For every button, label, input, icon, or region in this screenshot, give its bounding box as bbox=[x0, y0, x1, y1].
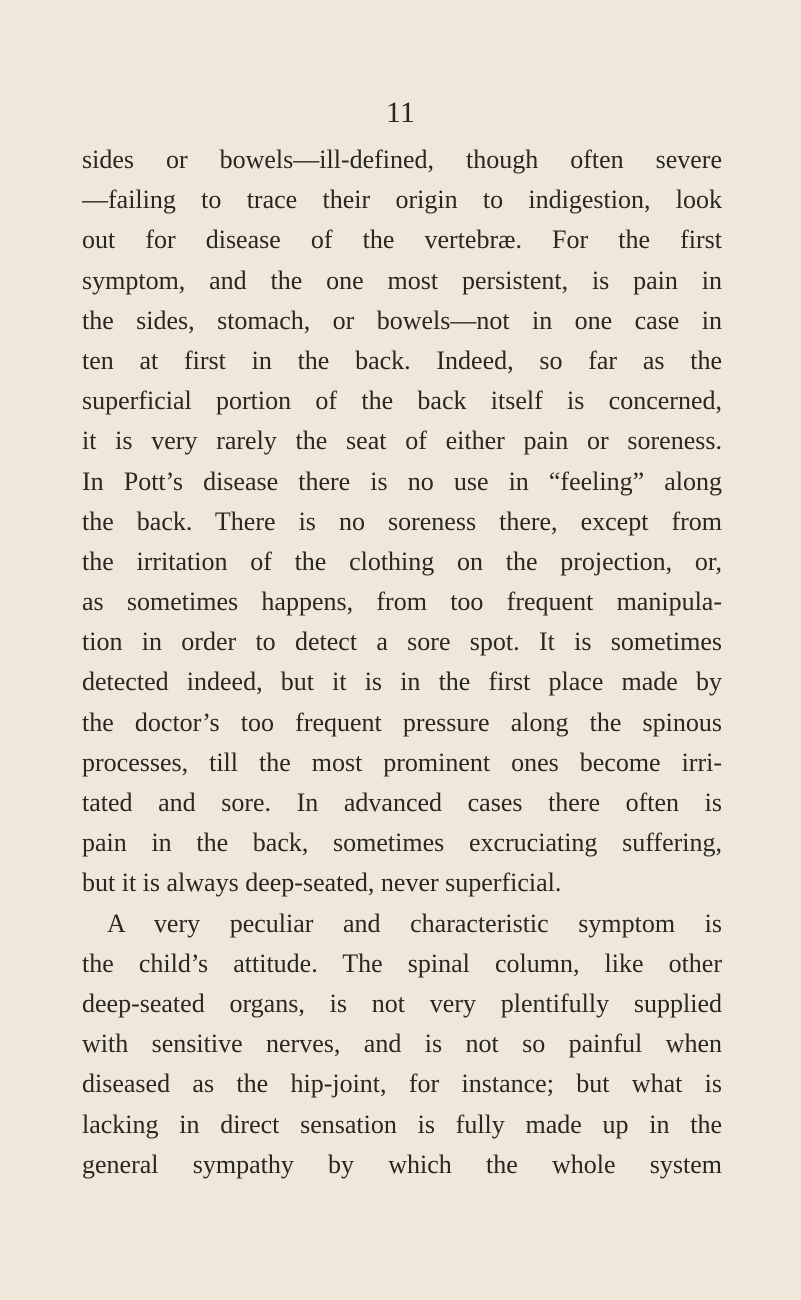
text-line: out for disease of the vertebræ. For the first bbox=[82, 225, 722, 255]
text-line: processes, till the most prominent ones become irri- bbox=[82, 747, 722, 777]
text-line: tion in order to detect a sore spot. It is sometimes bbox=[82, 627, 722, 657]
text-line: In Pott’s disease there is no use in “feeling” along bbox=[82, 466, 722, 496]
text-line: but it is always deep-seated, never superficial. bbox=[82, 868, 562, 898]
text-line: symptom, and the one most persistent, is pain in bbox=[82, 265, 722, 295]
text-line: with sensitive nerves, and is not so painful when bbox=[82, 1029, 722, 1059]
text-line: pain in the back, sometimes excruciating suffering, bbox=[82, 828, 722, 858]
text-line: A very peculiar and characteristic symptom is bbox=[107, 908, 722, 938]
text-line: it is very rarely the seat of either pain or soreness. bbox=[82, 426, 722, 456]
text-line: ten at first in the back. Indeed, so far as the bbox=[82, 345, 722, 375]
text-line: diseased as the hip-joint, for instance; but what is bbox=[82, 1069, 722, 1099]
body-text bbox=[82, 140, 722, 1185]
text-line: deep-seated organs, is not very plentifully supplied bbox=[82, 988, 722, 1018]
text-line: tated and sore. In advanced cases there often is bbox=[82, 788, 722, 817]
text-line: sides or bowels—ill-defined, though often severe bbox=[82, 145, 722, 174]
text-line: the back. There is no soreness there, except from bbox=[82, 506, 722, 536]
text-line: detected indeed, but it is in the first place made by bbox=[82, 667, 722, 697]
page-number: 11 bbox=[386, 96, 415, 129]
text-line: the irritation of the clothing on the projection, or, bbox=[82, 546, 722, 576]
text-line: the sides, stomach, or bowels—not in one case in bbox=[82, 305, 722, 335]
text-line: general sympathy by which the whole system bbox=[82, 1149, 722, 1179]
text-line: lacking in direct sensation is fully made up in the bbox=[82, 1109, 722, 1139]
text-line: —failing to trace their origin to indigestion, look bbox=[82, 185, 722, 215]
text-line: the doctor’s too frequent pressure along the spinous bbox=[82, 707, 722, 737]
text-line: as sometimes happens, from too frequent manipula- bbox=[82, 587, 722, 617]
text-line: the child’s attitude. The spinal column, like other bbox=[82, 948, 722, 978]
text-line: superficial portion of the back itself is concerned, bbox=[82, 386, 722, 416]
